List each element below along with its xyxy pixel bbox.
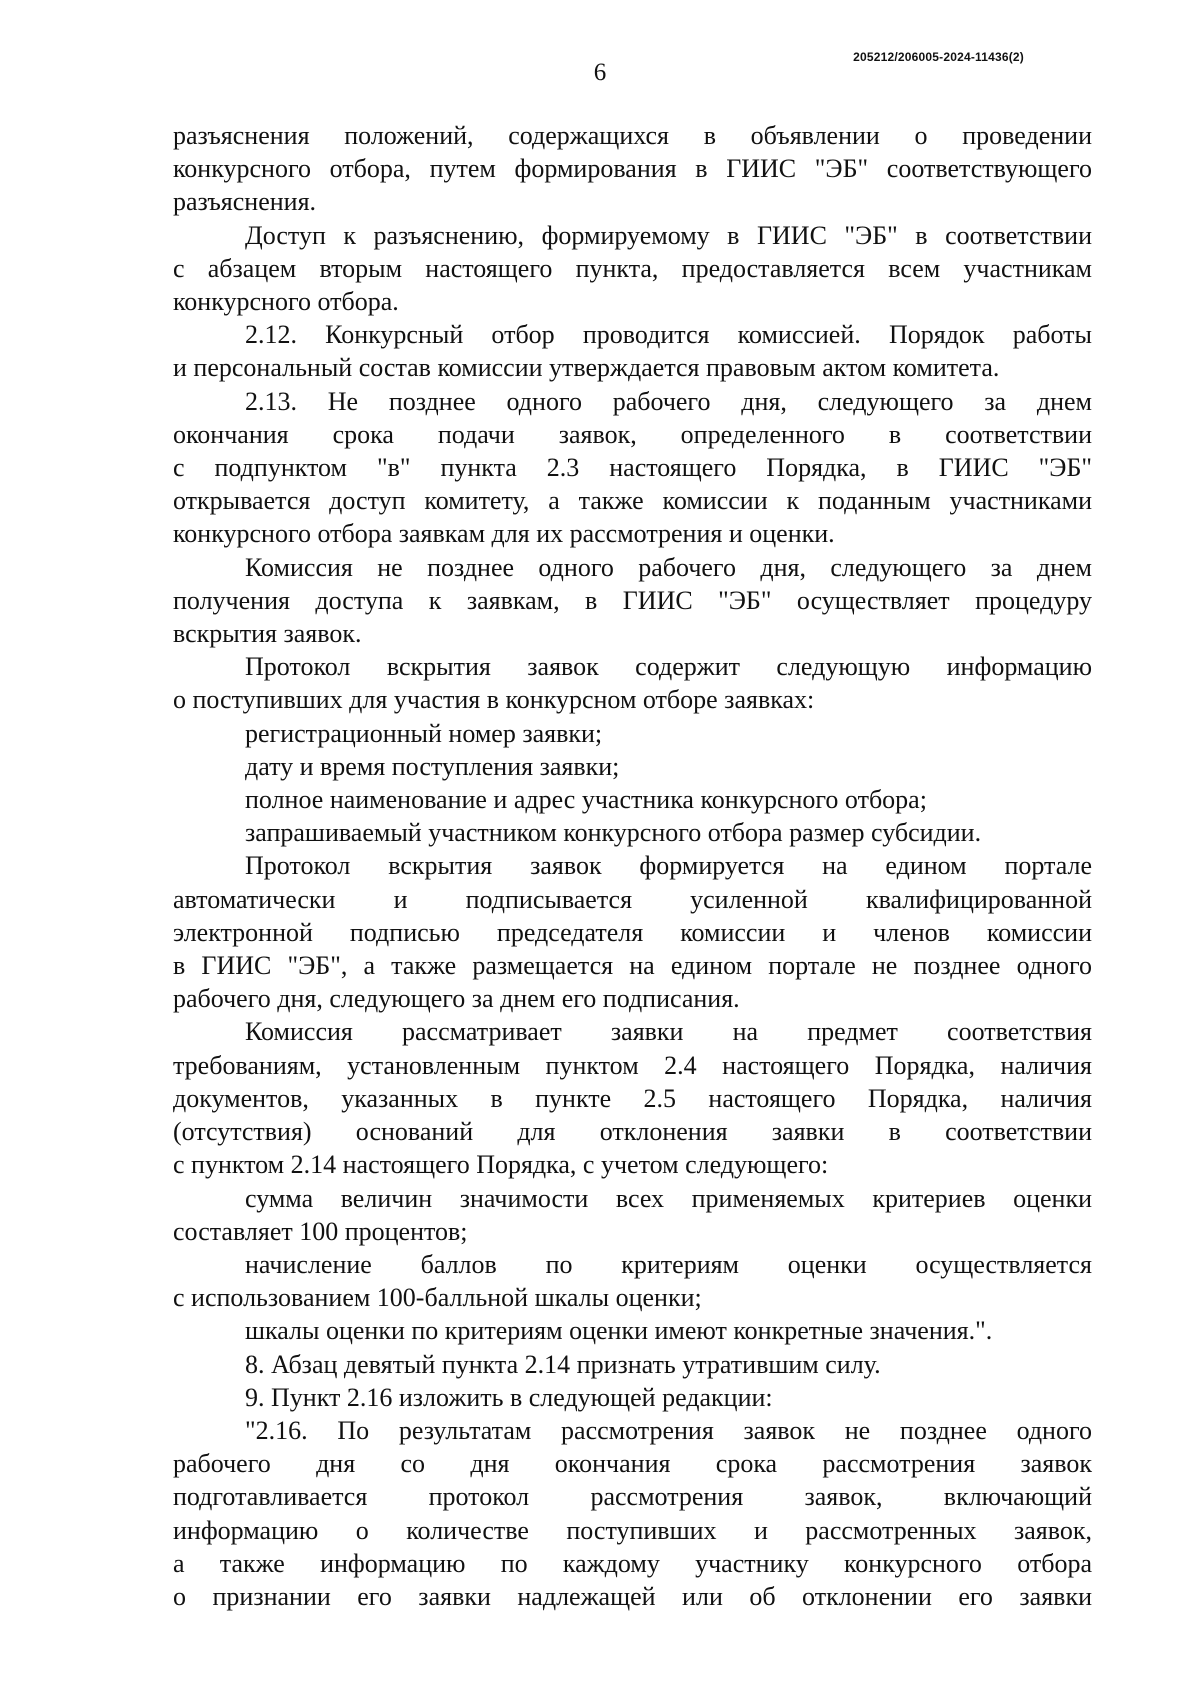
text-line: требованиям, установленным пунктом 2.4 настоящего Порядка, наличия <box>173 1050 1092 1080</box>
text-line: 2.12. Конкурсный отбор проводится комиссией. Порядок работы <box>245 320 1092 350</box>
text-line: с абзацем вторым настоящего пункта, предоставляется всем участникам <box>173 253 1092 283</box>
text-line: о признании его заявки надлежащей или об отклонении его заявки <box>173 1581 1092 1611</box>
text-line: получения доступа к заявкам, в ГИИС "ЭБ" осуществляет процедуру <box>173 585 1092 615</box>
paragraph <box>173 1414 1092 1613</box>
paragraph <box>173 717 1092 750</box>
paragraph <box>173 1314 1092 1347</box>
text-line: (отсутствия) оснований для отклонения заявки в соответствии <box>173 1117 1092 1147</box>
text-line: составляет 100 процентов; <box>173 1216 468 1246</box>
text-line: конкурсного отбора, путем формирования в ГИИС "ЭБ" соответствующего <box>173 154 1092 184</box>
text-line: документов, указанных в пункте 2.5 настоящего Порядка, наличия <box>173 1083 1092 1113</box>
text-line: шкалы оценки по критериям оценки имеют конкретные значения.". <box>245 1316 993 1346</box>
text-line: вскрытия заявок. <box>173 619 362 649</box>
text-line: и персональный состав комиссии утверждается правовым актом комитета. <box>173 353 1000 383</box>
text-line: "2.16. По результатам рассмотрения заявок не позднее одного <box>245 1415 1092 1445</box>
document-body <box>173 119 1092 1613</box>
text-line: Комиссия не позднее одного рабочего дня, следующего за днем <box>245 552 1092 582</box>
paragraph <box>173 1248 1092 1314</box>
text-line: Протокол вскрытия заявок содержит следующую информацию <box>245 652 1092 682</box>
text-line: дату и время поступления заявки; <box>245 751 620 781</box>
paragraph <box>173 650 1092 716</box>
paragraph <box>173 816 1092 849</box>
text-line: 8. Абзац девятый пункта 2.14 признать утратившим силу. <box>245 1349 881 1379</box>
text-line: с подпунктом "в" пункта 2.3 настоящего Порядка, в ГИИС "ЭБ" <box>173 453 1092 483</box>
text-line: запрашиваемый участником конкурсного отбора размер субсидии. <box>245 818 982 848</box>
text-line: в ГИИС "ЭБ", а также размещается на едином портале не позднее одного <box>173 951 1092 981</box>
document-code: 205212/206005-2024-11436(2) <box>853 50 1024 64</box>
text-line: с пунктом 2.14 настоящего Порядка, с учетом следующего: <box>173 1150 829 1180</box>
text-line: открывается доступ комитету, а также комиссии к поданным участниками <box>173 486 1092 516</box>
paragraph <box>173 385 1092 551</box>
text-line: с использованием 100-балльной шкалы оценки; <box>173 1283 702 1313</box>
text-line: конкурсного отбора заявкам для их рассмотрения и оценки. <box>173 519 835 549</box>
text-line: полное наименование и адрес участника конкурсного отбора; <box>245 785 927 815</box>
paragraph <box>173 1381 1092 1414</box>
text-line: Доступ к разъяснению, формируемому в ГИИС "ЭБ" в соответствии <box>245 220 1092 250</box>
text-line: разъяснения. <box>173 187 317 217</box>
paragraph <box>173 1182 1092 1248</box>
text-line: рабочего дня, следующего за днем его подписания. <box>173 984 740 1014</box>
text-line: рабочего дня со дня окончания срока рассмотрения заявок <box>173 1449 1092 1479</box>
text-line: Протокол вскрытия заявок формируется на едином портале <box>245 851 1092 881</box>
paragraph <box>173 1348 1092 1381</box>
text-line: 2.13. Не позднее одного рабочего дня, следующего за днем <box>245 386 1092 416</box>
paragraph <box>173 219 1092 319</box>
text-line: электронной подписью председателя комиссии и членов комиссии <box>173 917 1092 947</box>
text-line: 9. Пункт 2.16 изложить в следующей редакции: <box>245 1382 773 1412</box>
text-line: окончания срока подачи заявок, определенного в соответствии <box>173 419 1092 449</box>
paragraph <box>173 119 1092 219</box>
paragraph <box>173 750 1092 783</box>
paragraph <box>173 783 1092 816</box>
text-line: регистрационный номер заявки; <box>245 718 603 748</box>
paragraph <box>173 849 1092 1015</box>
page-number: 6 <box>593 59 607 86</box>
text-line: разъяснения положений, содержащихся в объявлении о проведении <box>173 121 1092 150</box>
text-line: Комиссия рассматривает заявки на предмет соответствия <box>245 1017 1092 1047</box>
text-line: подготавливается протокол рассмотрения заявок, включающий <box>173 1482 1092 1512</box>
text-line: автоматически и подписывается усиленной квалифицированной <box>173 884 1092 914</box>
paragraph <box>173 551 1092 651</box>
text-line: а также информацию по каждому участнику конкурсного отбора <box>173 1548 1092 1578</box>
paragraph <box>173 1015 1092 1181</box>
text-line: о поступивших для участия в конкурсном отборе заявках: <box>173 685 815 715</box>
text-line: начисление баллов по критериям оценки осуществляется <box>245 1249 1092 1279</box>
text-line: конкурсного отбора. <box>173 287 399 317</box>
text-line: сумма величин значимости всех применяемых критериев оценки <box>245 1183 1092 1213</box>
paragraph <box>173 318 1092 384</box>
text-line: информацию о количестве поступивших и рассмотренных заявок, <box>173 1515 1092 1545</box>
